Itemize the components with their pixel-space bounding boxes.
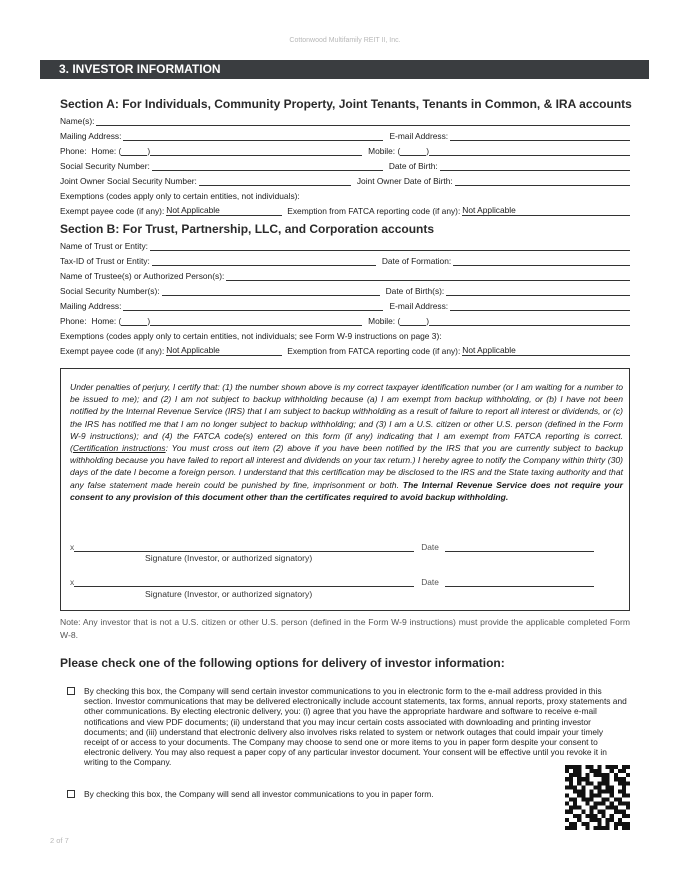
mobile-b-area-code-field[interactable]: [400, 315, 426, 326]
qr-code: [565, 765, 630, 830]
home-label: Home: (: [91, 146, 122, 156]
formation-field[interactable]: [453, 255, 630, 266]
signature-field-1[interactable]: [74, 542, 414, 552]
mobile-b-paren: ): [426, 316, 430, 326]
paper-delivery-checkbox[interactable]: [67, 790, 75, 798]
x-mark-2: x: [70, 577, 75, 587]
mailing-row: [60, 127, 630, 141]
section-a-title: Section A: For Individuals, Community Property, Joint Tenants, Tenants in Common, & IRA accounts: [60, 97, 632, 111]
phone-b-label: Phone:: [60, 316, 87, 326]
dob-label: Date of Birth:: [388, 161, 438, 171]
signature-line-2: [70, 575, 622, 587]
cert-bold-statement: The Internal Revenue Service does not require your consent to any provision of this document other than the certificates required to avoid backup withholding.: [70, 479, 623, 502]
signature-field-2[interactable]: [74, 577, 414, 587]
entity-name-row: [60, 237, 630, 251]
trustee-label: Name of Trustee(s) or Authorized Person(s):: [60, 271, 225, 281]
trustee-row: [60, 267, 630, 281]
joint-row: [60, 172, 630, 186]
mobile-b-label: Mobile: (: [368, 316, 401, 326]
certification-text: [70, 381, 623, 503]
ssn-field[interactable]: [152, 160, 383, 171]
exemptions-b-label: Exemptions (codes apply only to certain entities, not individuals; see Form W-9 instructions on page 3):: [60, 331, 442, 341]
mailing-b-label: Mailing Address:: [60, 301, 122, 311]
joint-ssn-label: Joint Owner Social Security Number:: [60, 176, 197, 186]
tax-id-row: [60, 252, 630, 266]
date-label-1: Date: [421, 542, 439, 552]
email-label: E-mail Address:: [389, 131, 449, 141]
phone-b-row: [60, 312, 630, 326]
email-field[interactable]: [450, 130, 630, 141]
home-paren: ): [147, 146, 151, 156]
mailing-label: Mailing Address:: [60, 131, 122, 141]
entity-name-label: Name of Trust or Entity:: [60, 241, 148, 251]
fatca-b-value[interactable]: Not Applicable: [462, 345, 630, 356]
home-phone-field[interactable]: [150, 145, 362, 156]
phone-label: Phone:: [60, 146, 87, 156]
payee-a-label: Exempt payee code (if any):: [60, 206, 165, 216]
ssn-b-field[interactable]: [162, 285, 380, 296]
ssn-b-row: [60, 282, 630, 296]
ssn-label: Social Security Number:: [60, 161, 150, 171]
signature-line-1: [70, 540, 622, 552]
joint-dob-field[interactable]: [455, 175, 630, 186]
email-b-label: E-mail Address:: [389, 301, 449, 311]
mailing-field[interactable]: [123, 130, 383, 141]
joint-dob-label: Joint Owner Date of Birth:: [356, 176, 453, 186]
home-area-code-field[interactable]: [121, 145, 147, 156]
tax-id-label: Tax-ID of Trust or Entity:: [60, 256, 150, 266]
joint-ssn-field[interactable]: [199, 175, 351, 186]
fatca-a-value[interactable]: Not Applicable: [462, 205, 630, 216]
mobile-b-phone-field[interactable]: [429, 315, 630, 326]
payee-b-label: Exempt payee code (if any):: [60, 346, 165, 356]
home-b-area-code-field[interactable]: [121, 315, 147, 326]
ssn-row: [60, 157, 630, 171]
phone-row: [60, 142, 630, 156]
foreign-investor-note: Note: Any investor that is not a U.S. citizen or other U.S. person (defined in the Form W-9 instructions) must provide the applicable completed Form W-8.: [60, 617, 630, 640]
email-b-field[interactable]: [450, 300, 630, 311]
company-header: Cottonwood Multifamily REIT II, Inc.: [289, 37, 401, 44]
electronic-delivery-checkbox[interactable]: [67, 687, 75, 695]
mobile-label: Mobile: (: [368, 146, 401, 156]
mailing-b-field[interactable]: [123, 300, 383, 311]
date-field-2[interactable]: [445, 577, 594, 587]
dob-field[interactable]: [440, 160, 630, 171]
section-b-title: Section B: For Trust, Partnership, LLC, and Corporation accounts: [60, 222, 435, 236]
cert-part1: Under penalties of perjury, I certify that: (1) the number shown above is my correct taxpayer identification number (or I am waiting for a number to be issued to me); and (2) I am not subject to backup withholding because (a) I am exempt from backup withholding, or (b) I have not been notified by the Internal Revenue Service (IRS) that I am subject to backup withholding as a result of failure to report all interest or dividends, or (c) the IRS has notified me that I am no longer subject to backup withholding; and (3) I am a U.S. citizen or other U.S. person (defined in the Form W-9 instructions); and (4) the FATCA code(s) entered on this form (if any) indicating that I am exempt from FATCA reporting is correct. (: [70, 382, 623, 454]
trustee-field[interactable]: [226, 270, 630, 281]
mailing-b-row: [60, 297, 630, 311]
dob-b-label: Date of Birth(s):: [385, 286, 445, 296]
cert-part2: : You must cross out item (2) above if you have been notified by the IRS that you are currently subject to backup withholding because you have failed to report all interest and dividends on your tax return.) I hereby agree to notify the Company within thirty (30) days of the date I become a foreign person. I understand that this certification may be disclosed to the IRS and the State taxing authority and that any false statement made herein could be punished by fine, imprisonment or both.: [70, 443, 623, 490]
signature-caption-2: Signature (Investor, or authorized signatory): [145, 589, 313, 599]
date-field-1[interactable]: [445, 542, 594, 552]
paper-delivery-text: By checking this box, the Company will send all investor communications to you in paper form.: [84, 789, 434, 799]
mobile-paren: ): [426, 146, 430, 156]
payee-a-value[interactable]: Not Applicable: [166, 205, 282, 216]
section-header: 3. INVESTOR INFORMATION: [40, 60, 649, 79]
date-label-2: Date: [421, 577, 439, 587]
page-number: 2 of 7: [50, 836, 69, 845]
exempt-codes-b-row: [60, 342, 630, 356]
exempt-codes-a-row: [60, 202, 630, 216]
home-b-label: Home: (: [91, 316, 122, 326]
entity-name-field[interactable]: [150, 240, 630, 251]
delivery-title: Please check one of the following options for delivery of investor information:: [60, 656, 505, 670]
names-field[interactable]: [96, 115, 630, 126]
dob-b-field[interactable]: [446, 285, 630, 296]
certification-box: [60, 368, 630, 611]
exemptions-b-row: [60, 327, 630, 341]
signature-caption-1: Signature (Investor, or authorized signatory): [145, 553, 313, 563]
payee-b-value[interactable]: Not Applicable: [166, 345, 282, 356]
ssn-b-label: Social Security Number(s):: [60, 286, 160, 296]
fatca-b-label: Exemption from FATCA reporting code (if any):: [287, 346, 461, 356]
names-label: Name(s):: [60, 116, 95, 126]
cert-instructions-label: Certification instructions: [72, 443, 166, 454]
home-b-paren: ): [147, 316, 151, 326]
mobile-area-code-field[interactable]: [400, 145, 426, 156]
exemptions-a-row: [60, 187, 630, 201]
names-row: [60, 112, 630, 126]
x-mark-1: x: [70, 542, 75, 552]
fatca-a-label: Exemption from FATCA reporting code (if any):: [287, 206, 461, 216]
electronic-delivery-text: By checking this box, the Company will send certain investor communications to you in electronic form to the e-mail address provided in this section. Investor communications that may be delivered electronically include account statements, tax forms, annual reports, proxy statements and other communications. By electing electronic delivery, you: (i) agree that you have the appropriate hardware and software to receive e-mail notifications and view PDF documents; (ii) understand that you may incur certain costs associated with downloading and printing investor documents; and (iii) understand that electronic delivery also involves risks related to system or network outages that could impair your timely receipt of or access to your documents. The Company may choose to send one or more items to you in paper form despite your consent to electronic delivery. You may also request a paper copy of any particular investor document. Your consent will be effective until you revoke it in writing to the Company.: [84, 686, 627, 768]
tax-id-field[interactable]: [152, 255, 376, 266]
home-b-phone-field[interactable]: [150, 315, 362, 326]
exemptions-a-label: Exemptions (codes apply only to certain entities, not individuals):: [60, 191, 300, 201]
mobile-phone-field[interactable]: [429, 145, 630, 156]
formation-label: Date of Formation:: [381, 256, 452, 266]
